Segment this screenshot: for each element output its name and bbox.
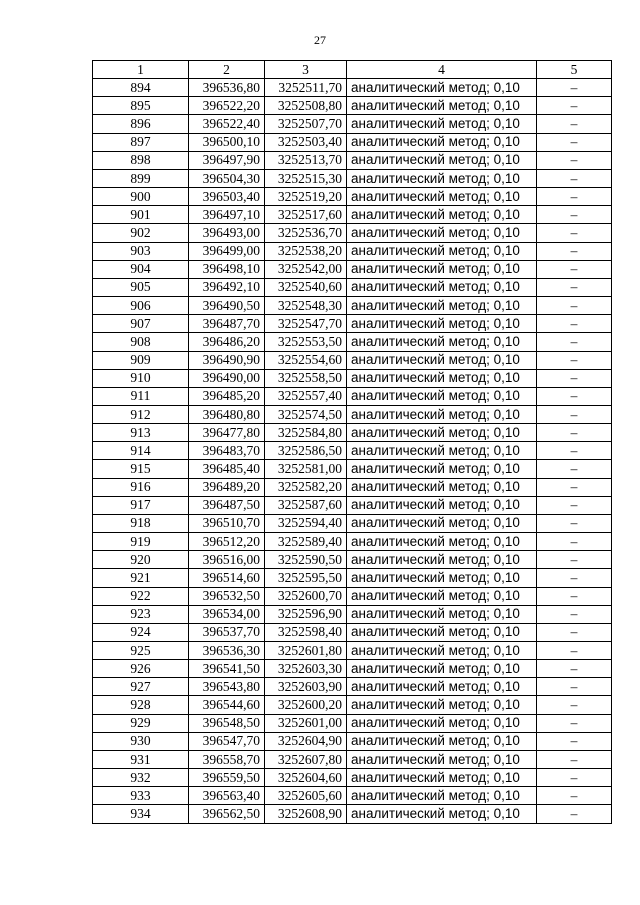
method-accuracy-cell: аналитический метод; 0,10	[347, 206, 537, 224]
table-row	[93, 660, 612, 678]
point-number-cell: 896	[93, 115, 189, 133]
method-accuracy-cell: аналитический метод; 0,10	[347, 169, 537, 187]
table-row	[93, 460, 612, 478]
point-number-cell: 899	[93, 169, 189, 187]
table-row	[93, 533, 612, 551]
method-accuracy-cell: аналитический метод; 0,10	[347, 750, 537, 768]
point-number-cell: 910	[93, 369, 189, 387]
x-coordinate-cell: 396537,70	[189, 623, 265, 641]
note-cell: –	[537, 732, 612, 750]
table-row	[93, 478, 612, 496]
y-coordinate-cell: 3252600,20	[265, 696, 347, 714]
x-coordinate-cell: 396522,40	[189, 115, 265, 133]
y-coordinate-cell: 3252557,40	[265, 387, 347, 405]
x-coordinate-cell: 396543,80	[189, 678, 265, 696]
table-row	[93, 551, 612, 569]
method-accuracy-cell: аналитический метод; 0,10	[347, 514, 537, 532]
method-accuracy-cell: аналитический метод; 0,10	[347, 623, 537, 641]
table-row	[93, 79, 612, 97]
table-row	[93, 424, 612, 442]
table-header	[93, 61, 612, 79]
note-cell: –	[537, 169, 612, 187]
point-number-cell: 928	[93, 696, 189, 714]
x-coordinate-cell: 396477,80	[189, 424, 265, 442]
column-header-4: 4	[347, 61, 537, 79]
point-number-cell: 916	[93, 478, 189, 496]
point-number-cell: 926	[93, 660, 189, 678]
table-body	[93, 79, 612, 823]
table-row	[93, 242, 612, 260]
note-cell: –	[537, 115, 612, 133]
table-row	[93, 133, 612, 151]
note-cell: –	[537, 242, 612, 260]
y-coordinate-cell: 3252519,20	[265, 188, 347, 206]
note-cell: –	[537, 133, 612, 151]
table-row	[93, 333, 612, 351]
column-header-2: 2	[189, 61, 265, 79]
y-coordinate-cell: 3252608,90	[265, 805, 347, 823]
y-coordinate-cell: 3252603,90	[265, 678, 347, 696]
table-row	[93, 805, 612, 823]
table-row	[93, 714, 612, 732]
table-row	[93, 496, 612, 514]
point-number-cell: 918	[93, 514, 189, 532]
method-accuracy-cell: аналитический метод; 0,10	[347, 569, 537, 587]
y-coordinate-cell: 3252548,30	[265, 297, 347, 315]
note-cell: –	[537, 424, 612, 442]
page-number: 27	[314, 33, 326, 47]
y-coordinate-cell: 3252517,60	[265, 206, 347, 224]
point-number-cell: 909	[93, 351, 189, 369]
x-coordinate-cell: 396485,20	[189, 387, 265, 405]
header-row	[93, 61, 612, 79]
y-coordinate-cell: 3252582,20	[265, 478, 347, 496]
y-coordinate-cell: 3252605,60	[265, 787, 347, 805]
column-header-3: 3	[265, 61, 347, 79]
x-coordinate-cell: 396563,40	[189, 787, 265, 805]
y-coordinate-cell: 3252508,80	[265, 97, 347, 115]
x-coordinate-cell: 396489,20	[189, 478, 265, 496]
method-accuracy-cell: аналитический метод; 0,10	[347, 696, 537, 714]
y-coordinate-cell: 3252595,50	[265, 569, 347, 587]
method-accuracy-cell: аналитический метод; 0,10	[347, 188, 537, 206]
note-cell: –	[537, 714, 612, 732]
y-coordinate-cell: 3252553,50	[265, 333, 347, 351]
method-accuracy-cell: аналитический метод; 0,10	[347, 642, 537, 660]
y-coordinate-cell: 3252601,00	[265, 714, 347, 732]
y-coordinate-cell: 3252598,40	[265, 623, 347, 641]
note-cell: –	[537, 514, 612, 532]
x-coordinate-cell: 396483,70	[189, 442, 265, 460]
y-coordinate-cell: 3252542,00	[265, 260, 347, 278]
table-row	[93, 605, 612, 623]
point-number-cell: 915	[93, 460, 189, 478]
point-number-cell: 912	[93, 405, 189, 423]
y-coordinate-cell: 3252503,40	[265, 133, 347, 151]
method-accuracy-cell: аналитический метод; 0,10	[347, 678, 537, 696]
x-coordinate-cell: 396486,20	[189, 333, 265, 351]
note-cell: –	[537, 587, 612, 605]
x-coordinate-cell: 396497,90	[189, 151, 265, 169]
method-accuracy-cell: аналитический метод; 0,10	[347, 351, 537, 369]
method-accuracy-cell: аналитический метод; 0,10	[347, 151, 537, 169]
point-number-cell: 929	[93, 714, 189, 732]
point-number-cell: 900	[93, 188, 189, 206]
method-accuracy-cell: аналитический метод; 0,10	[347, 587, 537, 605]
note-cell: –	[537, 206, 612, 224]
point-number-cell: 927	[93, 678, 189, 696]
point-number-cell: 921	[93, 569, 189, 587]
note-cell: –	[537, 678, 612, 696]
method-accuracy-cell: аналитический метод; 0,10	[347, 133, 537, 151]
y-coordinate-cell: 3252596,90	[265, 605, 347, 623]
x-coordinate-cell: 396480,80	[189, 405, 265, 423]
y-coordinate-cell: 3252594,40	[265, 514, 347, 532]
table-row	[93, 188, 612, 206]
column-header-5: 5	[537, 61, 612, 79]
method-accuracy-cell: аналитический метод; 0,10	[347, 496, 537, 514]
note-cell: –	[537, 351, 612, 369]
method-accuracy-cell: аналитический метод; 0,10	[347, 369, 537, 387]
note-cell: –	[537, 551, 612, 569]
y-coordinate-cell: 3252586,50	[265, 442, 347, 460]
x-coordinate-cell: 396498,10	[189, 260, 265, 278]
x-coordinate-cell: 396536,30	[189, 642, 265, 660]
point-number-cell: 903	[93, 242, 189, 260]
x-coordinate-cell: 396522,20	[189, 97, 265, 115]
x-coordinate-cell: 396504,30	[189, 169, 265, 187]
method-accuracy-cell: аналитический метод; 0,10	[347, 242, 537, 260]
note-cell: –	[537, 496, 612, 514]
table-row	[93, 297, 612, 315]
y-coordinate-cell: 3252554,60	[265, 351, 347, 369]
table-row	[93, 351, 612, 369]
x-coordinate-cell: 396544,60	[189, 696, 265, 714]
x-coordinate-cell: 396514,60	[189, 569, 265, 587]
method-accuracy-cell: аналитический метод; 0,10	[347, 297, 537, 315]
table-row	[93, 642, 612, 660]
coordinates-table	[92, 60, 612, 824]
point-number-cell: 906	[93, 297, 189, 315]
method-accuracy-cell: аналитический метод; 0,10	[347, 97, 537, 115]
y-coordinate-cell: 3252600,70	[265, 587, 347, 605]
y-coordinate-cell: 3252515,30	[265, 169, 347, 187]
table-row	[93, 278, 612, 296]
point-number-cell: 920	[93, 551, 189, 569]
x-coordinate-cell: 396532,50	[189, 587, 265, 605]
method-accuracy-cell: аналитический метод; 0,10	[347, 260, 537, 278]
method-accuracy-cell: аналитический метод; 0,10	[347, 79, 537, 97]
table-row	[93, 569, 612, 587]
x-coordinate-cell: 396510,70	[189, 514, 265, 532]
table-row	[93, 369, 612, 387]
note-cell: –	[537, 478, 612, 496]
table-row	[93, 315, 612, 333]
method-accuracy-cell: аналитический метод; 0,10	[347, 387, 537, 405]
point-number-cell: 922	[93, 587, 189, 605]
point-number-cell: 930	[93, 732, 189, 750]
note-cell: –	[537, 605, 612, 623]
y-coordinate-cell: 3252513,70	[265, 151, 347, 169]
method-accuracy-cell: аналитический метод; 0,10	[347, 533, 537, 551]
point-number-cell: 925	[93, 642, 189, 660]
point-number-cell: 894	[93, 79, 189, 97]
y-coordinate-cell: 3252603,30	[265, 660, 347, 678]
method-accuracy-cell: аналитический метод; 0,10	[347, 333, 537, 351]
x-coordinate-cell: 396562,50	[189, 805, 265, 823]
note-cell: –	[537, 188, 612, 206]
method-accuracy-cell: аналитический метод; 0,10	[347, 224, 537, 242]
x-coordinate-cell: 396490,90	[189, 351, 265, 369]
y-coordinate-cell: 3252540,60	[265, 278, 347, 296]
point-number-cell: 923	[93, 605, 189, 623]
method-accuracy-cell: аналитический метод; 0,10	[347, 787, 537, 805]
x-coordinate-cell: 396541,50	[189, 660, 265, 678]
x-coordinate-cell: 396503,40	[189, 188, 265, 206]
x-coordinate-cell: 396485,40	[189, 460, 265, 478]
table-row	[93, 151, 612, 169]
x-coordinate-cell: 396512,20	[189, 533, 265, 551]
note-cell: –	[537, 333, 612, 351]
table-row	[93, 224, 612, 242]
table-row	[93, 97, 612, 115]
point-number-cell: 897	[93, 133, 189, 151]
point-number-cell: 934	[93, 805, 189, 823]
note-cell: –	[537, 805, 612, 823]
y-coordinate-cell: 3252604,60	[265, 769, 347, 787]
x-coordinate-cell: 396490,50	[189, 297, 265, 315]
table-row	[93, 696, 612, 714]
method-accuracy-cell: аналитический метод; 0,10	[347, 424, 537, 442]
method-accuracy-cell: аналитический метод; 0,10	[347, 405, 537, 423]
method-accuracy-cell: аналитический метод; 0,10	[347, 115, 537, 133]
table-row	[93, 732, 612, 750]
note-cell: –	[537, 533, 612, 551]
point-number-cell: 917	[93, 496, 189, 514]
method-accuracy-cell: аналитический метод; 0,10	[347, 732, 537, 750]
note-cell: –	[537, 696, 612, 714]
note-cell: –	[537, 224, 612, 242]
x-coordinate-cell: 396559,50	[189, 769, 265, 787]
note-cell: –	[537, 297, 612, 315]
note-cell: –	[537, 405, 612, 423]
point-number-cell: 898	[93, 151, 189, 169]
note-cell: –	[537, 387, 612, 405]
x-coordinate-cell: 396487,50	[189, 496, 265, 514]
table-row	[93, 405, 612, 423]
note-cell: –	[537, 278, 612, 296]
y-coordinate-cell: 3252536,70	[265, 224, 347, 242]
method-accuracy-cell: аналитический метод; 0,10	[347, 460, 537, 478]
y-coordinate-cell: 3252601,80	[265, 642, 347, 660]
y-coordinate-cell: 3252590,50	[265, 551, 347, 569]
note-cell: –	[537, 260, 612, 278]
x-coordinate-cell: 396548,50	[189, 714, 265, 732]
x-coordinate-cell: 396487,70	[189, 315, 265, 333]
table-row	[93, 678, 612, 696]
table-row	[93, 442, 612, 460]
method-accuracy-cell: аналитический метод; 0,10	[347, 805, 537, 823]
point-number-cell: 919	[93, 533, 189, 551]
point-number-cell: 932	[93, 769, 189, 787]
point-number-cell: 901	[93, 206, 189, 224]
point-number-cell: 931	[93, 750, 189, 768]
note-cell: –	[537, 769, 612, 787]
method-accuracy-cell: аналитический метод; 0,10	[347, 714, 537, 732]
x-coordinate-cell: 396493,00	[189, 224, 265, 242]
point-number-cell: 911	[93, 387, 189, 405]
x-coordinate-cell: 396536,80	[189, 79, 265, 97]
x-coordinate-cell: 396516,00	[189, 551, 265, 569]
method-accuracy-cell: аналитический метод; 0,10	[347, 315, 537, 333]
note-cell: –	[537, 79, 612, 97]
note-cell: –	[537, 151, 612, 169]
note-cell: –	[537, 442, 612, 460]
point-number-cell: 908	[93, 333, 189, 351]
note-cell: –	[537, 660, 612, 678]
x-coordinate-cell: 396500,10	[189, 133, 265, 151]
y-coordinate-cell: 3252584,80	[265, 424, 347, 442]
x-coordinate-cell: 396492,10	[189, 278, 265, 296]
x-coordinate-cell: 396497,10	[189, 206, 265, 224]
point-number-cell: 907	[93, 315, 189, 333]
table-row	[93, 787, 612, 805]
point-number-cell: 924	[93, 623, 189, 641]
note-cell: –	[537, 750, 612, 768]
table-row	[93, 514, 612, 532]
point-number-cell: 933	[93, 787, 189, 805]
note-cell: –	[537, 369, 612, 387]
method-accuracy-cell: аналитический метод; 0,10	[347, 769, 537, 787]
point-number-cell: 905	[93, 278, 189, 296]
y-coordinate-cell: 3252589,40	[265, 533, 347, 551]
table-row	[93, 260, 612, 278]
table-row	[93, 169, 612, 187]
table-row	[93, 750, 612, 768]
note-cell: –	[537, 315, 612, 333]
table-row	[93, 387, 612, 405]
x-coordinate-cell: 396534,00	[189, 605, 265, 623]
point-number-cell: 913	[93, 424, 189, 442]
table-row	[93, 115, 612, 133]
table-row	[93, 769, 612, 787]
note-cell: –	[537, 460, 612, 478]
method-accuracy-cell: аналитический метод; 0,10	[347, 605, 537, 623]
y-coordinate-cell: 3252507,70	[265, 115, 347, 133]
y-coordinate-cell: 3252587,60	[265, 496, 347, 514]
column-header-1: 1	[93, 61, 189, 79]
note-cell: –	[537, 569, 612, 587]
x-coordinate-cell: 396499,00	[189, 242, 265, 260]
method-accuracy-cell: аналитический метод; 0,10	[347, 551, 537, 569]
point-number-cell: 914	[93, 442, 189, 460]
table-row	[93, 623, 612, 641]
y-coordinate-cell: 3252538,20	[265, 242, 347, 260]
note-cell: –	[537, 642, 612, 660]
note-cell: –	[537, 623, 612, 641]
method-accuracy-cell: аналитический метод; 0,10	[347, 442, 537, 460]
table-row	[93, 206, 612, 224]
note-cell: –	[537, 787, 612, 805]
note-cell: –	[537, 97, 612, 115]
method-accuracy-cell: аналитический метод; 0,10	[347, 278, 537, 296]
x-coordinate-cell: 396490,00	[189, 369, 265, 387]
y-coordinate-cell: 3252581,00	[265, 460, 347, 478]
method-accuracy-cell: аналитический метод; 0,10	[347, 660, 537, 678]
y-coordinate-cell: 3252574,50	[265, 405, 347, 423]
y-coordinate-cell: 3252547,70	[265, 315, 347, 333]
table-row	[93, 587, 612, 605]
point-number-cell: 904	[93, 260, 189, 278]
point-number-cell: 895	[93, 97, 189, 115]
y-coordinate-cell: 3252511,70	[265, 79, 347, 97]
y-coordinate-cell: 3252607,80	[265, 750, 347, 768]
x-coordinate-cell: 396558,70	[189, 750, 265, 768]
x-coordinate-cell: 396547,70	[189, 732, 265, 750]
y-coordinate-cell: 3252604,90	[265, 732, 347, 750]
method-accuracy-cell: аналитический метод; 0,10	[347, 478, 537, 496]
y-coordinate-cell: 3252558,50	[265, 369, 347, 387]
point-number-cell: 902	[93, 224, 189, 242]
